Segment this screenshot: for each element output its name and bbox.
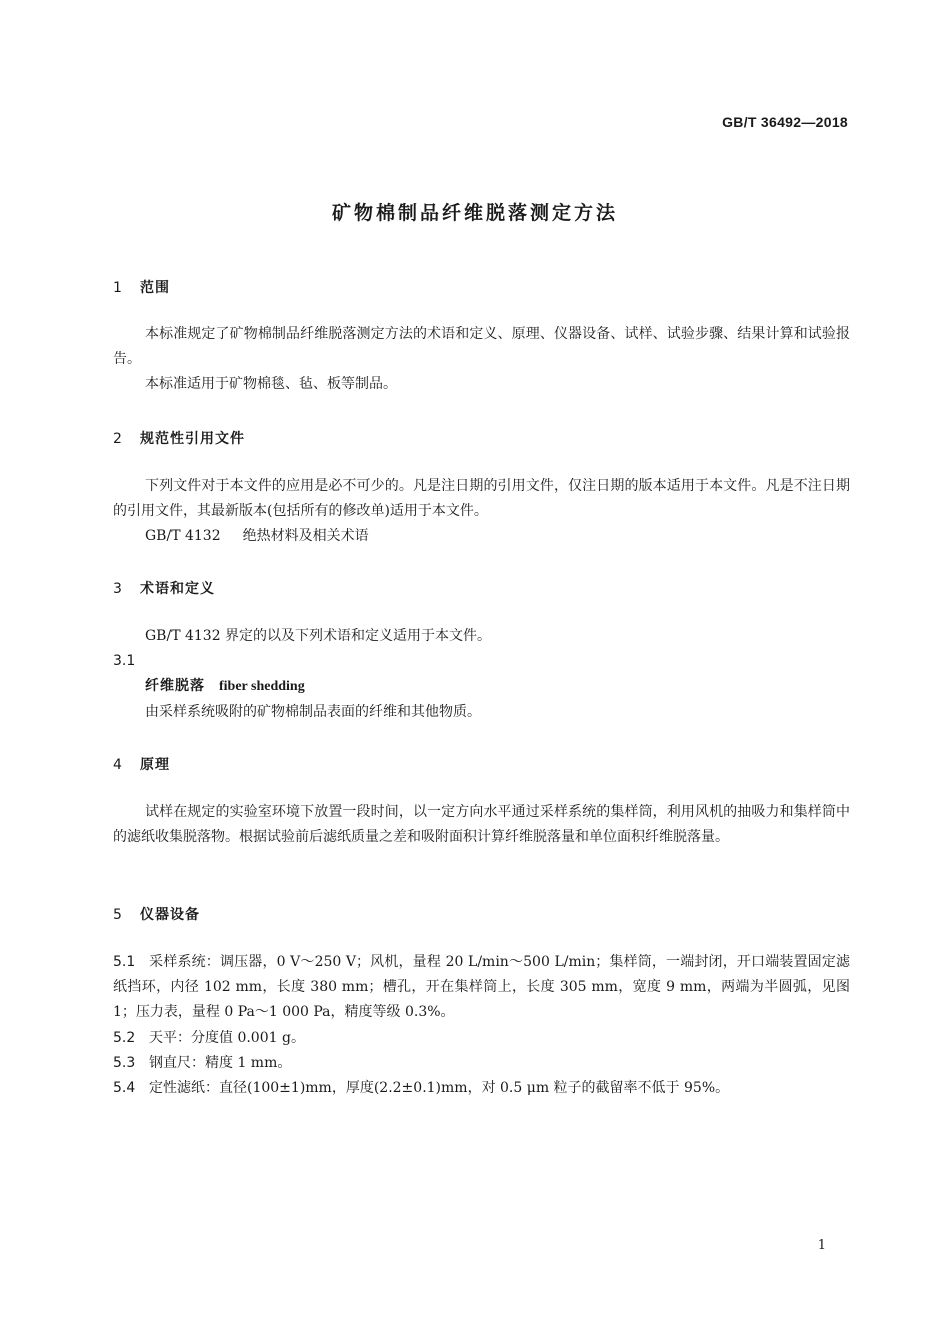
clause-number: 5.4 xyxy=(113,1080,136,1096)
term-definition: 由采样系统吸附的矿物棉制品表面的纤维和其他物质。 xyxy=(145,704,481,720)
clause-text: 定性滤纸：直径(100±1)mm，厚度(2.2±0.1)mm，对 0.5 μm 粒子的截留率不低于 95%。 xyxy=(149,1080,730,1096)
term-entry xyxy=(145,674,305,699)
standard-number: GB/T 36492—2018 xyxy=(722,114,848,130)
section-number: 4 xyxy=(113,757,123,773)
page-number: 1 xyxy=(817,1238,826,1253)
section-2-heading xyxy=(113,428,245,448)
section-1-heading xyxy=(113,277,170,297)
subclause-number: 3.1 xyxy=(113,653,136,669)
section-title: 仪器设备 xyxy=(140,907,200,923)
clause-5-2 xyxy=(113,1026,850,1051)
section-3-heading xyxy=(113,578,215,598)
section-number: 3 xyxy=(113,581,123,597)
reference-code: GB/T 4132 xyxy=(145,528,221,544)
section-title: 范围 xyxy=(140,280,170,296)
clause-5-1 xyxy=(113,950,850,1025)
term-chinese: 纤维脱落 xyxy=(145,678,205,694)
term-english: fiber shedding xyxy=(219,679,305,694)
section-5-heading xyxy=(113,904,200,924)
section-3-paragraph-1: GB/T 4132 界定的以及下列术语和定义适用于本文件。 xyxy=(145,628,492,644)
clause-text: 采样系统：调压器，0 V～250 V；风机，量程 20 L/min～500 L/min；集样筒，一端封闭，开口端装置固定滤纸挡环，内径 102 mm，长度 380 mm；槽孔，开在集样筒上，长度 305 mm，宽度 9 mm，两端为半圆弧，见图 1；压力表，量程 0 Pa～1 000 Pa，精度等级 0.3%。 xyxy=(113,954,850,1020)
document-title: 矿物棉制品纤维脱落测定方法 xyxy=(331,202,618,224)
section-title: 规范性引用文件 xyxy=(140,431,245,447)
normative-reference xyxy=(145,524,369,549)
clause-5-4 xyxy=(113,1076,850,1101)
section-4-paragraph-1: 试样在规定的实验室环境下放置一段时间，以一定方向水平通过采样系统的集样筒，利用风机的抽吸力和集样筒中的滤纸收集脱落物。根据试验前后滤纸质量之差和吸附面积计算纤维脱落量和单位面积纤维脱落量。 xyxy=(113,804,850,845)
section-number: 1 xyxy=(113,280,123,296)
clause-text: 天平：分度值 0.001 g。 xyxy=(149,1030,305,1046)
section-title: 原理 xyxy=(140,757,170,773)
section-number: 5 xyxy=(113,907,123,923)
clause-number: 5.1 xyxy=(113,954,136,970)
section-1-paragraph-1: 本标准规定了矿物棉制品纤维脱落测定方法的术语和定义、原理、仪器设备、试样、试验步骤、结果计算和试验报告。 xyxy=(113,326,850,367)
section-title: 术语和定义 xyxy=(140,581,215,597)
section-1-paragraph-2: 本标准适用于矿物棉毯、毡、板等制品。 xyxy=(145,376,397,392)
clause-number: 5.3 xyxy=(113,1055,136,1071)
clause-number: 5.2 xyxy=(113,1030,136,1046)
clause-text: 钢直尺：精度 1 mm。 xyxy=(149,1055,292,1071)
section-number: 2 xyxy=(113,431,123,447)
reference-title: 绝热材料及相关术语 xyxy=(242,528,369,544)
clause-5-3 xyxy=(113,1051,850,1076)
section-4-heading xyxy=(113,754,170,774)
section-2-paragraph-1: 下列文件对于本文件的应用是必不可少的。凡是注日期的引用文件，仅注日期的版本适用于本文件。凡是不注日期的引用文件，其最新版本(包括所有的修改单)适用于本文件。 xyxy=(113,478,850,519)
